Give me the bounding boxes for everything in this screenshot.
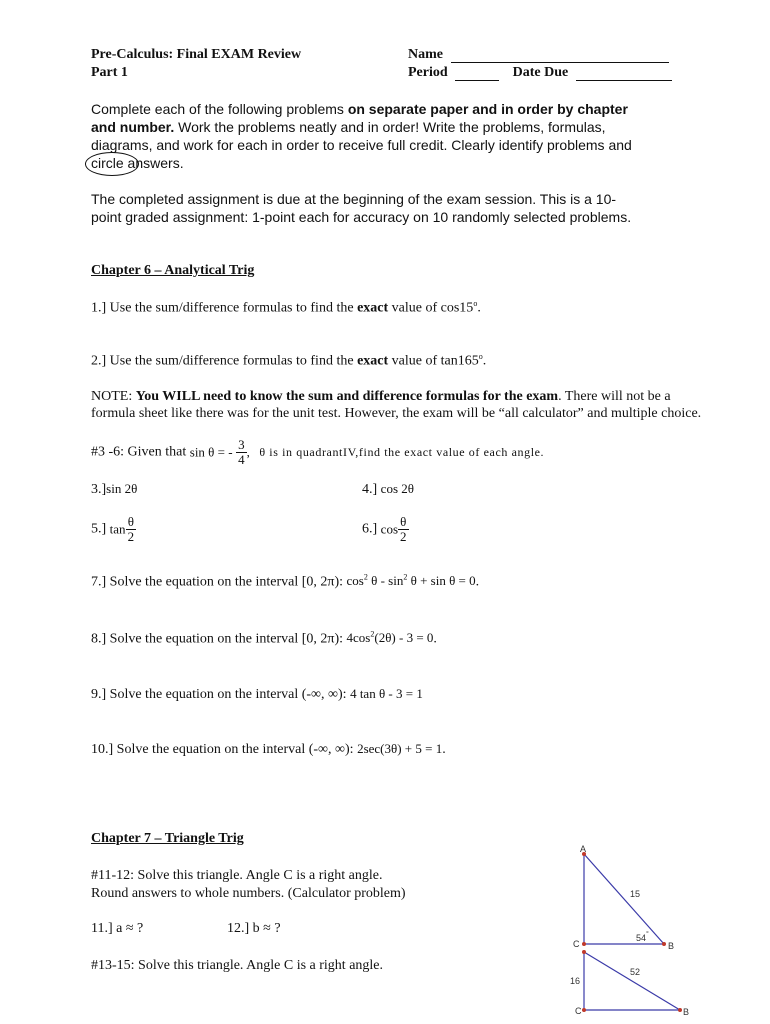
- question-5: [91, 515, 136, 544]
- question-11-12-prompt: [91, 867, 406, 903]
- q-text: .: [442, 742, 446, 757]
- math-part: cos: [346, 573, 364, 589]
- name-row: [408, 47, 669, 63]
- doc-title: Pre-Calculus: Final EXAM Review: [91, 47, 302, 62]
- instr-text: Work the problems neatly and in order! Write the problems, formulas,: [174, 119, 606, 135]
- tri2-hyp-label: 52: [630, 967, 641, 977]
- question-2: [91, 352, 486, 370]
- q-text: 10.] Solve the equation on the interval (-∞, ∞):: [91, 742, 358, 757]
- tri1-hyp-label: 15: [630, 889, 641, 899]
- exponent: 2: [370, 630, 375, 639]
- instr-text: point graded assignment: 1-point each for accuracy on 10 randomly selected problems.: [91, 209, 632, 225]
- math-part: θ + sin θ = 0: [407, 573, 476, 589]
- doc-subtitle: Part 1: [91, 65, 128, 80]
- circle-mark: [85, 152, 139, 176]
- q-number: 4.]: [362, 482, 378, 497]
- question-6: [362, 515, 409, 544]
- q-text: .: [433, 631, 437, 647]
- tri1-label-b: B: [668, 941, 675, 951]
- tri1-degree-mark: °: [646, 931, 649, 938]
- tri2-vertex-top: [582, 950, 586, 954]
- period-blank: [455, 66, 499, 81]
- exponent: 2: [403, 573, 408, 582]
- instr-text: Complete each of the following problems: [91, 101, 348, 117]
- question-11: 11.] a ≈ ?: [91, 921, 144, 936]
- triangle-diagrams: [560, 840, 760, 1020]
- question-10: [91, 741, 446, 758]
- q-text: value of tan165: [388, 353, 479, 369]
- frac-num: 3: [238, 437, 245, 452]
- q-text: 8.] Solve the equation on the interval [0, 2π):: [91, 631, 347, 647]
- note-text: . There will not be a: [558, 389, 671, 404]
- q-text: #11-12: Solve this triangle. Angle C is a right angle.: [91, 868, 383, 883]
- question-12: 12.] b ≈ ?: [227, 921, 281, 936]
- tri1-label-c: C: [573, 939, 580, 949]
- q-text: .: [482, 353, 487, 369]
- instr-text: The completed assignment is due at the beginning of the exam session. This is a 10-: [91, 191, 617, 207]
- math-expr: cos 2θ: [380, 481, 414, 496]
- q-number: 3.]: [91, 482, 107, 497]
- circle-word: [91, 155, 124, 171]
- question-1: [91, 299, 481, 317]
- frac-den: 2: [127, 529, 135, 544]
- q-text: .: [477, 300, 481, 316]
- date-due-blank: [576, 66, 672, 81]
- question-13-15-prompt: #13-15: Solve this triangle. Angle C is a right angle.: [91, 958, 384, 973]
- note: [91, 388, 701, 422]
- fraction: [236, 438, 247, 467]
- tri2-side-label: 16: [570, 976, 581, 986]
- question-9: [91, 686, 423, 703]
- math-expr: ,: [246, 444, 250, 460]
- note-bold: You WILL need to know the sum and difference formulas for the exam: [135, 389, 559, 404]
- instructions-paragraph-2: [91, 190, 631, 226]
- circle-word-text: circle: [91, 155, 124, 171]
- math-expr: cos: [380, 521, 399, 537]
- name-blank: [451, 48, 669, 63]
- note-text: formula sheet like there was for the unit test. However, the exam will be “all calculator” and multiple choice.: [91, 406, 702, 421]
- tri1-angle-label: 54: [636, 933, 647, 943]
- chapter-6-heading: Chapter 6 – Analytical Trig: [91, 263, 255, 278]
- math-part: 4cos: [346, 630, 371, 646]
- question-4: [362, 481, 414, 498]
- note-text: NOTE:: [91, 389, 136, 404]
- degree-mark: o: [473, 299, 478, 308]
- degree-mark: o: [478, 352, 483, 361]
- math-expr: sin θ = -: [189, 444, 233, 460]
- math-expr: tan: [109, 521, 126, 537]
- instr-text: answers.: [123, 155, 184, 171]
- tri1-label-a: A: [580, 844, 587, 854]
- tri1-side-ab: [584, 854, 664, 944]
- question-3: [91, 481, 137, 498]
- question-3-6-prompt: [91, 438, 544, 467]
- tri2-vertex-b: [678, 1008, 682, 1012]
- q-bold: exact: [357, 300, 389, 316]
- instructions-paragraph-1: [91, 100, 632, 172]
- math-part: (2θ) - 3 = 0: [374, 630, 434, 646]
- period-row: [408, 65, 672, 81]
- math-expr: sin 2θ: [106, 481, 138, 496]
- q-text: Round answers to whole numbers. (Calculator problem): [91, 886, 406, 901]
- math-expr: θ is in quadrantIV,find the exact value of each angle.: [259, 445, 545, 459]
- tri1-vertex-c: [582, 942, 586, 946]
- frac-num: θ: [398, 515, 409, 530]
- q-number: 5.]: [91, 521, 107, 537]
- q-text: 1.] Use the sum/difference formulas to find the: [91, 300, 358, 316]
- triangle-1: [573, 844, 674, 951]
- date-due-label: Date Due: [512, 65, 569, 80]
- question-8: [91, 630, 437, 647]
- chapter-7-heading: Chapter 7 – Triangle Trig: [91, 831, 244, 846]
- math-part: θ - sin: [367, 573, 404, 589]
- tri2-label-b: B: [683, 1007, 690, 1017]
- q-bold: exact: [357, 353, 389, 369]
- instr-text: diagrams, and work for each in order to receive full credit. Clearly identify problems and: [91, 137, 632, 153]
- math-expr: 2sec(3θ) + 5 = 1: [357, 741, 443, 756]
- name-label: Name: [408, 47, 443, 62]
- frac-num: θ: [126, 515, 137, 530]
- tri2-vertex-c: [582, 1008, 586, 1012]
- q-number: 6.]: [362, 521, 378, 537]
- tri2-label-c: C: [575, 1006, 582, 1016]
- instr-bold: on separate paper and in order by chapter: [347, 101, 628, 117]
- q-text: #3 -6: Given that: [91, 444, 190, 460]
- fraction: [398, 515, 409, 544]
- q-text: 7.] Solve the equation on the interval [0, 2π):: [91, 574, 347, 590]
- q-text: value of cos15: [388, 300, 474, 316]
- q-text: 2.] Use the sum/difference formulas to find the: [91, 353, 358, 369]
- tri1-vertex-b: [662, 942, 666, 946]
- fraction: [126, 515, 137, 544]
- frac-den: 4: [238, 452, 245, 467]
- tri2-side-hyp: [584, 952, 680, 1010]
- exponent: 2: [363, 573, 368, 582]
- triangle-2: [570, 950, 689, 1017]
- period-label: Period: [408, 65, 448, 80]
- frac-den: 2: [400, 529, 407, 544]
- q-text: .: [475, 574, 480, 590]
- math-expr: [347, 573, 476, 588]
- question-7: [91, 573, 479, 590]
- instr-bold: and number.: [91, 119, 175, 135]
- math-expr: [347, 630, 434, 645]
- q-text: 9.] Solve the equation on the interval (-∞, ∞):: [91, 687, 351, 702]
- math-expr: 4 tan θ - 3 = 1: [350, 686, 423, 701]
